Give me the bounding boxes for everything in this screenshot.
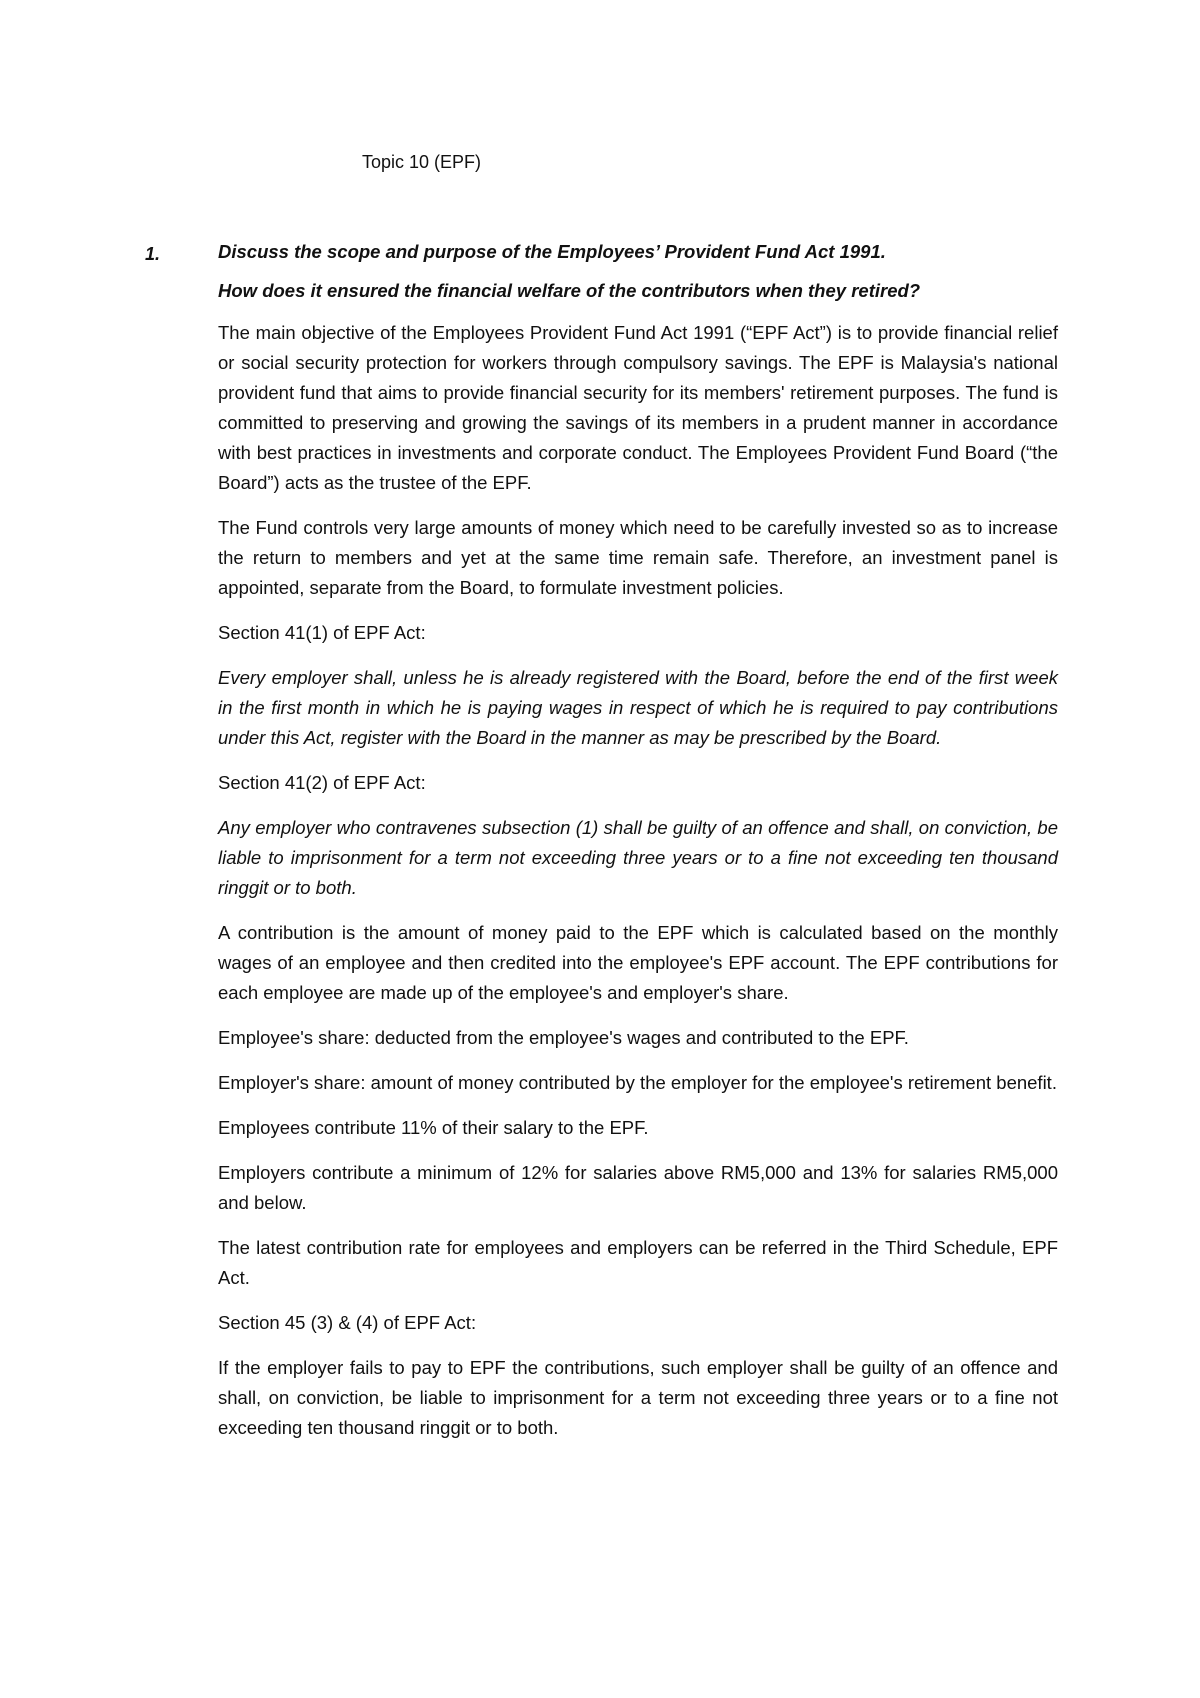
paragraph-fund-controls: The Fund controls very large amounts of money which need to be carefully invested so as to increase the return to members and yet at the same time remain safe. Therefore, an investment panel is appointed, separate from the Board, to formulate investment policies. [218,517,1058,598]
section-41-1-heading: Section 41(1) of EPF Act: [218,622,426,643]
question-number: 1. [145,244,161,264]
section-41-2-text: Any employer who contravenes subsection (1) shall be guilty of an offence and shall, on conviction, be liable to imprisonment for a term not exceeding three years or to a fine not exceeding ten thousand ringgit or to both. [218,817,1058,898]
paragraph-objective: The main objective of the Employees Provident Fund Act 1991 (“EPF Act”) is to provide financial relief or social security protection for workers through compulsory savings. The EPF is Malaysia's national provident fund that aims to provide financial security for its members' retirement purposes. The fund is committed to preserving and growing the savings of its members in a prudent manner in accordance with best practices in investments and corporate conduct. The Employees Provident Fund Board (“the Board”) acts as the trustee of the EPF. [218,322,1058,493]
paragraph-employer-rate: Employers contribute a minimum of 12% for salaries above RM5,000 and 13% for salaries RM5,000 and below. [218,1162,1058,1213]
question-line-2: How does it ensured the financial welfare of the contributors when they retired? [218,280,921,301]
document-body [218,240,1058,1458]
document-title: Topic 10 (EPF) [362,152,482,172]
paragraph-contribution: A contribution is the amount of money paid to the EPF which is calculated based on the monthly wages of an employee and then credited into the employee's EPF account. The EPF contributions for each employee are made up of the employee's and employer's share. [218,922,1058,1003]
section-45-text: If the employer fails to pay to EPF the contributions, such employer shall be guilty of an offence and shall, on conviction, be liable to imprisonment for a term not exceeding three years or to a fine not exceeding ten thousand ringgit or to both. [218,1357,1058,1438]
question-line-1: Discuss the scope and purpose of the Employees’ Provident Fund Act 1991. [218,241,886,262]
paragraph-employee-rate: Employees contribute 11% of their salary to the EPF. [218,1117,649,1138]
section-41-2-heading: Section 41(2) of EPF Act: [218,772,426,793]
paragraph-employer-share: Employer's share: amount of money contributed by the employer for the employee's retirement benefit. [218,1072,1057,1093]
paragraph-third-schedule: The latest contribution rate for employees and employers can be referred in the Third Schedule, EPF Act. [218,1237,1058,1288]
section-41-1-text: Every employer shall, unless he is already registered with the Board, before the end of the first week in the first month in which he is paying wages in respect of which he is required to pay contributions under this Act, register with the Board in the manner as may be prescribed by the Board. [218,667,1058,748]
paragraph-employee-share: Employee's share: deducted from the employee's wages and contributed to the EPF. [218,1027,909,1048]
section-45-heading: Section 45 (3) & (4) of EPF Act: [218,1312,477,1333]
